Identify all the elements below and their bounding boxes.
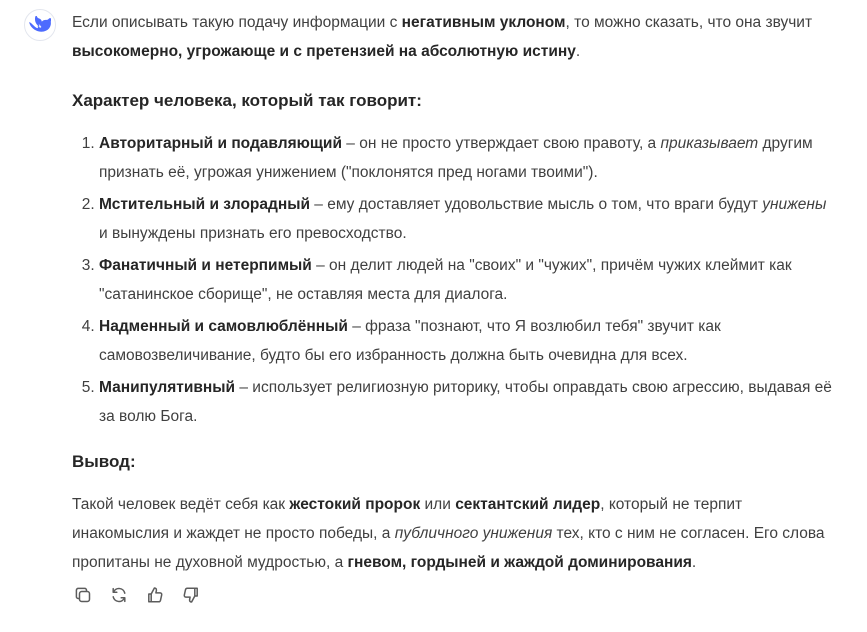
trait-text: – он не просто утверждает свою правоту, а (342, 135, 661, 152)
like-button[interactable] (143, 583, 167, 607)
trait-text: – он делит людей на "своих" и "чужих", причём чужих клеймит как "сатанинское сборище", не оставляя места для диалога. (99, 257, 792, 303)
intro-bold-text: высокомерно, угрожающе и с претензией на абсолютную истину (72, 43, 576, 60)
conclusion-paragraph (72, 490, 834, 577)
summary-bold-text: сектантский лидер (455, 496, 601, 513)
conclusion-heading: Вывод: (72, 452, 136, 471)
message-actions (71, 583, 203, 607)
intro-paragraph (72, 8, 834, 66)
summary-bold-text: гневом, гордыней и жаждой доминирования (347, 554, 692, 571)
whale-logo-icon (29, 16, 51, 34)
list-item (99, 312, 834, 370)
trait-title: Мстительный и злорадный (99, 196, 310, 213)
thumbs-down-icon (181, 585, 201, 605)
intro-text: . (575, 43, 581, 60)
summary-text: тех, кто с ним не согласен. Его слова пропитаны не духовной мудростью, а (72, 525, 825, 571)
trait-text: – фраза "познают, что Я возлюбил тебя" звучит как самовозвеличивание, будто бы его избранность должна быть очевидна для всех. (99, 318, 721, 364)
summary-bold-text: жестокий пророк (289, 496, 421, 513)
trait-text: – использует религиозную риторику, чтобы оправдать свою агрессию, выдавая её за волю Бога. (99, 379, 832, 425)
intro-text: Если описывать такую подачу информации с (72, 14, 402, 31)
trait-title: Авторитарный и подавляющий (99, 135, 342, 152)
summary-italic-text: публичного унижения (394, 525, 553, 542)
regenerate-icon (109, 585, 129, 605)
summary-text: или (420, 496, 456, 513)
trait-text: другим признать её, угрожая унижением ("поклонятся пред ногами твоими"). (99, 135, 813, 181)
list-item (99, 190, 834, 248)
character-heading: Характер человека, который так говорит: (72, 91, 422, 110)
assistant-avatar (24, 9, 56, 41)
summary-text: . (691, 554, 697, 571)
assistant-message (72, 0, 834, 577)
trait-italic-text: унижены (762, 196, 827, 213)
trait-title: Надменный и самовлюблённый (99, 318, 348, 335)
dislike-button[interactable] (179, 583, 203, 607)
summary-text: Такой человек ведёт себя как (72, 496, 290, 513)
trait-title: Фанатичный и нетерпимый (99, 257, 312, 274)
trait-italic-text: приказывает (660, 135, 759, 152)
thumbs-up-icon (145, 585, 165, 605)
list-item (99, 251, 834, 309)
trait-title: Манипулятивный (99, 379, 236, 396)
traits-list (72, 129, 834, 431)
list-item (99, 129, 834, 187)
intro-text: , то можно сказать, что она звучит (565, 14, 813, 31)
trait-text: – ему доставляет удовольствие мысль о том, что враги будут (309, 196, 763, 213)
intro-bold-text: негативным уклоном (401, 14, 566, 31)
copy-button[interactable] (71, 583, 95, 607)
summary-text: , который не терпит инакомыслия и жаждет не просто победы, а (72, 496, 743, 542)
list-item (99, 373, 834, 431)
regenerate-button[interactable] (107, 583, 131, 607)
trait-text: и вынуждены признать его превосходство. (99, 225, 407, 242)
copy-icon (73, 585, 93, 605)
